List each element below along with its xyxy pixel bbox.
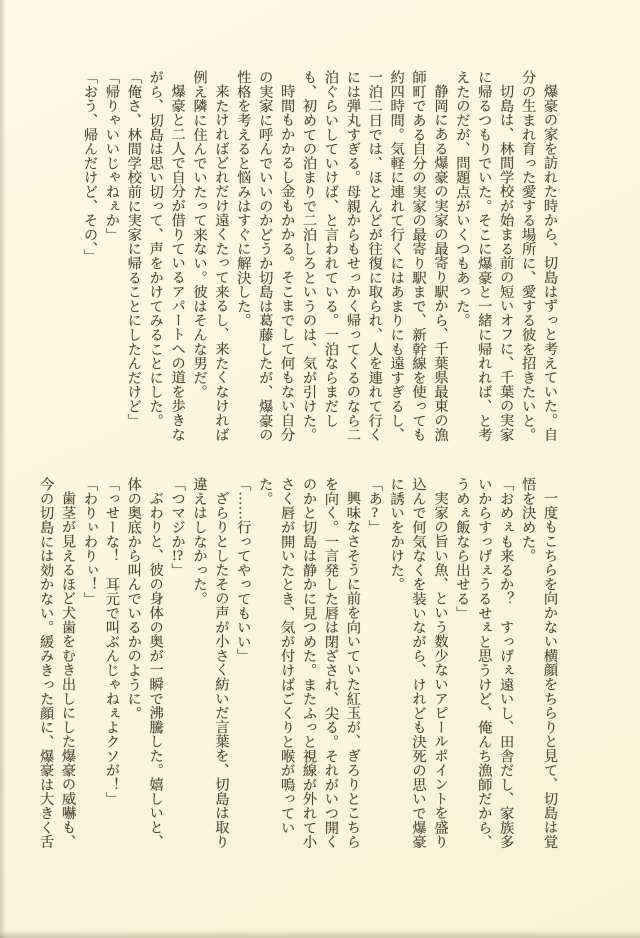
paragraph: 「俺さ、林間学校前に実家に帰ることにしたんだけど」: [125, 70, 142, 428]
paragraph: ぶわりと、彼の身体の奥が一瞬で沸騰した。嬉しいと、体の奥底から叫んでいるかのように。: [125, 477, 164, 849]
tatechuyoko-text: !?: [172, 548, 184, 563]
paragraph: ざらりとしたその声が小さく紡いだ言葉を、切島は取り違えはしなかった。: [191, 477, 230, 849]
lower-text-block: [34, 477, 560, 850]
paragraph: 来たければどれだけ遠くたって来るし、来たくなければ例え隣に住んでいたって来ない。彼はそんな男だ。: [191, 70, 230, 442]
paragraph: 時間もかかるし金もかかる。そこまでして何もない自分の実家に呼んでいいのかどうか切島は葛藤したが、爆豪の性格を考えると悩みはすぐに解決した。: [235, 70, 296, 442]
paragraph: 切島は、林間学校が始まる前の短いオフに、千葉の実家に帰るつもりでいた。そこに爆豪と一緒に帰れれば、と考えたのだが、問題点がいくつもあった。: [454, 70, 515, 442]
paragraph: 「わりぃわりぃ！」: [81, 477, 98, 606]
paragraph: 「帰りゃいいじゃねぇか」: [103, 70, 120, 242]
paragraph: 歯茎が見えるほど犬歯をむき出しにした爆豪の威嚇も、今の切島には効かない。緩みきった顔に、爆豪は大きく舌: [38, 477, 77, 849]
paragraph: 「おめぇも来るか？ すっげぇ遠いし、田舎だし、家族多いからすっげぇうるせぇと思うけど、俺んち漁師だから、うめぇ飯なら出せる」: [454, 477, 515, 849]
paragraph: 実家の旨い魚、という数少ないアピールポイントを盛り込んで何気なくを装いながら、けれども決死の思いで爆豪に誘いをかけた。: [388, 477, 449, 849]
paragraph: 一度もこちらを向かない横顔をちらりと見て、切島は覚悟を決めた。: [520, 477, 558, 849]
paragraph: 「あ?」: [366, 477, 383, 535]
paragraph: 「……行ってやってもいい」: [235, 477, 252, 663]
paragraph: 静岡にある爆豪の実家の最寄り駅から、千葉県最東の漁師町である自分の実家の最寄り駅まで、新幹線を使っても約四時間。気軽に連れて行くにはあまりにも遠すぎるし、一泊二日では、ほとんどが往復に取られ、人を連れて行くには弾丸すぎる。母親からもせっかく帰ってくるのなら二泊ぐらいしていけば、と言われている。一泊ならまだしも、初めての泊まりで二泊しろというのは、気が引けた。: [301, 70, 449, 442]
paragraph: 爆豪の家を訪れた時から、切島はずっと考えていた。自分の生まれ育った愛する場所に、愛する彼を招きたいと。: [520, 70, 558, 442]
paragraph: 爆豪と二人で自分が借りているアパートへの道を歩きながら、切島は思い切って、声をかけてみることにした。: [147, 70, 186, 442]
tatechuyoko-text: ?: [371, 505, 378, 520]
paragraph: 「つマジか!?」: [169, 477, 186, 578]
upper-text-block: [78, 70, 560, 447]
paragraph: 興味なさそうに前を向いていた紅玉が、ぎろりとこちらを向く。一言発した唇は閉ざされ、尖る。それがいつ開くのかと切島は静かに見つめた。またふっと視線が外れて小さく唇が開いたとき、気が付けばごくりと喉が鳴っていた。: [257, 477, 361, 849]
paragraph: 「おう、帰んだけど、その、」: [81, 70, 98, 264]
paragraph: 「っせーな！ 耳元で叫ぶんじゃねぇよクソが！」: [103, 477, 120, 806]
